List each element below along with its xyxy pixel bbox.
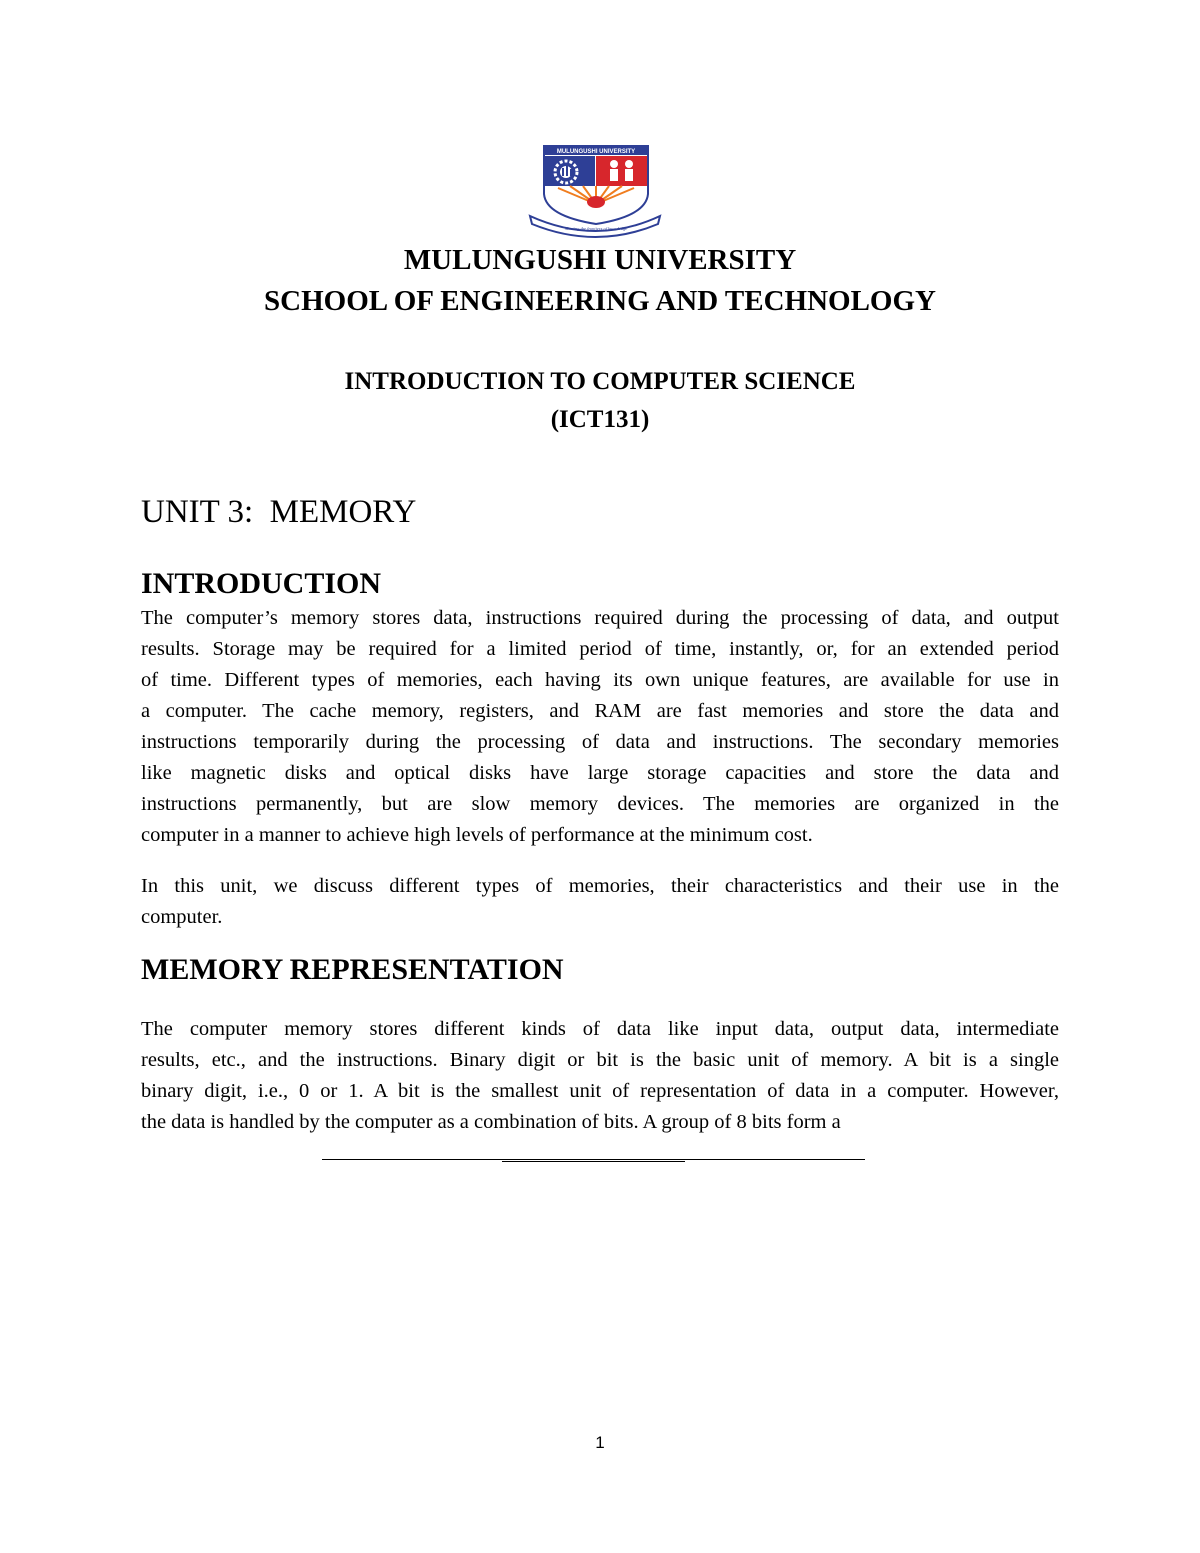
paragraph-line: instructions permanently, but are slow memory devices. The memories are organized in the <box>141 793 1059 815</box>
paragraph-line: In this unit, we discuss different types of memories, their characteristics and their use in the <box>141 875 1059 897</box>
page-number: 1 <box>595 1433 605 1452</box>
school-name: SCHOOL OF ENGINEERING AND TECHNOLOGY <box>264 285 936 317</box>
course-title: INTRODUCTION TO COMPUTER SCIENCE <box>344 368 856 395</box>
university-crest-logo <box>528 142 662 242</box>
paragraph-line: like magnetic disks and optical disks have large storage capacities and store the data and <box>141 762 1059 784</box>
university-name: MULUNGUSHI UNIVERSITY <box>403 244 797 276</box>
paragraph-line: the data is handled by the computer as a combination of bits. A group of 8 bits form a <box>141 1111 841 1133</box>
paragraph-line: The computer’s memory stores data, instructions required during the processing of data, and output <box>141 607 1059 629</box>
section-heading-introduction: INTRODUCTION <box>141 567 382 600</box>
introduction-paragraph-2 <box>141 871 1059 933</box>
paragraph-line: a computer. The cache memory, registers, and RAM are fast memories and store the data and <box>141 700 1059 722</box>
paragraph-line: results. Storage may be required for a limited period of time, instantly, or, for an extended period <box>141 638 1059 660</box>
section-heading-memory-representation: MEMORY REPRESENTATION <box>141 953 564 986</box>
paragraph-line: The computer memory stores different kinds of data like input data, output data, intermediate <box>141 1018 1059 1040</box>
crest-banner-text: MULUNGUSHI UNIVERSITY <box>556 149 636 155</box>
introduction-paragraph-1 <box>141 603 1059 851</box>
paragraph-line: instructions temporarily during the processing of data and instructions. The secondary memories <box>141 731 1059 753</box>
footnote-separator-mid <box>502 1161 685 1162</box>
course-code: (ICT131) <box>550 406 650 433</box>
paragraph-line: computer in a manner to achieve high levels of performance at the minimum cost. <box>141 824 813 846</box>
paragraph-line: results, etc., and the instructions. Binary digit or bit is the basic unit of memory. A bit is a single <box>141 1049 1059 1071</box>
crest-motto-text: Meeting the frontiers of knowledge <box>564 226 628 231</box>
paragraph-line: computer. <box>141 906 223 928</box>
paragraph-line: binary digit, i.e., 0 or 1. A bit is the smallest unit of representation of data in a computer. However, <box>141 1080 1059 1102</box>
paragraph-line: of time. Different types of memories, each having its own unique features, are available for use in <box>141 669 1059 691</box>
footnote-separator <box>322 1159 865 1160</box>
unit-title: UNIT 3: MEMORY <box>141 494 417 530</box>
memory-representation-paragraph <box>141 1014 1059 1138</box>
